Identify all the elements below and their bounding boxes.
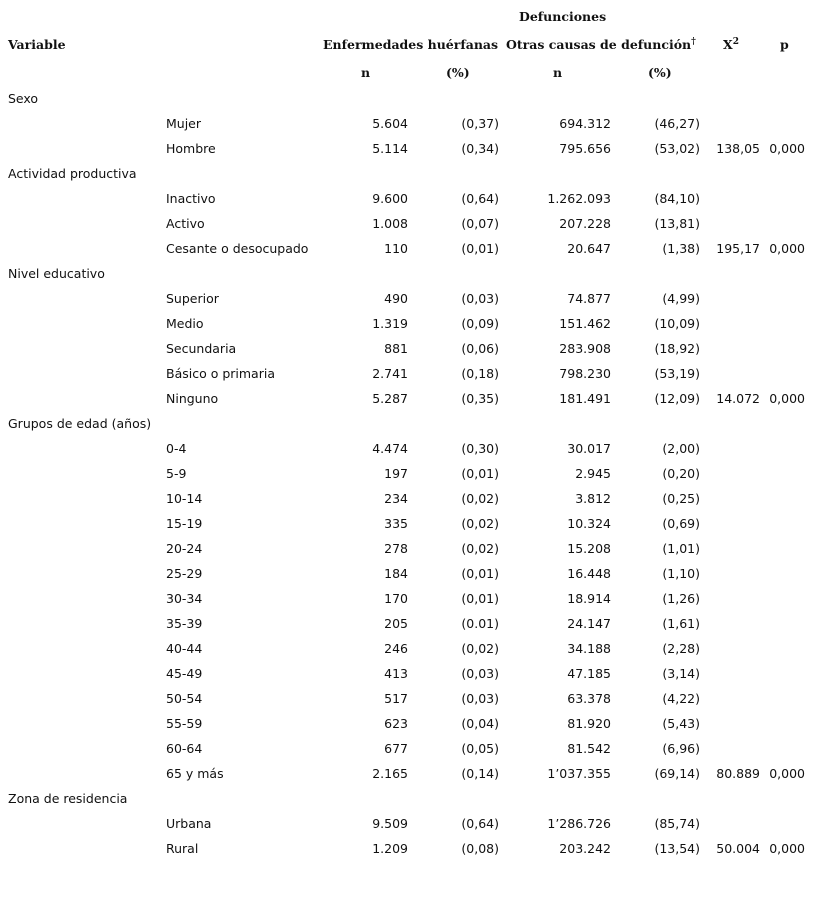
- row-label: 30-34: [166, 591, 203, 606]
- other-n: 2.945: [575, 466, 611, 481]
- row-label: Activo: [166, 216, 205, 231]
- table-row: [0, 561, 813, 586]
- group-row: [0, 261, 813, 286]
- orphan-pct: (0,64): [461, 816, 499, 831]
- variable-header: Variable: [8, 37, 66, 52]
- orphan-n: 9.600: [372, 191, 408, 206]
- row-label: Inactivo: [166, 191, 216, 206]
- other-pct: (2,28): [662, 641, 700, 656]
- table-row: [0, 186, 813, 211]
- row-label: 60-64: [166, 741, 203, 756]
- orphan-pct: (0,07): [461, 216, 499, 231]
- other-pct: (69,14): [654, 766, 700, 781]
- chi-square-value: 138,05: [716, 141, 760, 156]
- orphan-n: 234: [384, 491, 408, 506]
- row-label: 0-4: [166, 441, 187, 456]
- orphan-n: 4.474: [372, 441, 408, 456]
- orphan-pct: (0,37): [461, 116, 499, 131]
- row-label: 15-19: [166, 516, 203, 531]
- p-value-header: p: [780, 37, 789, 52]
- other-n: 18.914: [567, 591, 611, 606]
- defunciones-group-header: Defunciones: [519, 9, 607, 24]
- orphan-pct: (0,30): [461, 441, 499, 456]
- orphan-pct: (0,04): [461, 716, 499, 731]
- orphan-n: 246: [384, 641, 408, 656]
- other-pct: (84,10): [654, 191, 700, 206]
- chi-square-value: 50.004: [716, 841, 760, 856]
- orphan-pct: (0,01): [461, 566, 499, 581]
- table-row: [0, 611, 813, 636]
- other-n: 15.208: [567, 541, 611, 556]
- other-n: 34.188: [567, 641, 611, 656]
- table-row: [0, 586, 813, 611]
- orphan-pct: (0,01): [461, 591, 499, 606]
- row-label: Superior: [166, 291, 219, 306]
- orphan-pct: (0,05): [461, 741, 499, 756]
- orphan-pct: (0,02): [461, 516, 499, 531]
- other-pct: (2,00): [662, 441, 700, 456]
- other-n: 30.017: [567, 441, 611, 456]
- other-n: 81.920: [567, 716, 611, 731]
- row-label: Medio: [166, 316, 204, 331]
- table-row: [0, 236, 813, 261]
- other-pct: (1,26): [662, 591, 700, 606]
- other-n: 203.242: [559, 841, 611, 856]
- other-n: 74.877: [567, 291, 611, 306]
- group-label: Actividad productiva: [8, 166, 137, 181]
- other-n: 3.812: [575, 491, 611, 506]
- other-causes-header: [506, 37, 696, 52]
- orphan-n: 413: [384, 666, 408, 681]
- orphan-n: 5.604: [372, 116, 408, 131]
- chi-label: X: [723, 37, 733, 53]
- other-pct: (12,09): [654, 391, 700, 406]
- table-row: [0, 686, 813, 711]
- orphan-pct: (0.01): [461, 616, 499, 631]
- row-label: Rural: [166, 841, 199, 856]
- other-pct: (1,61): [662, 616, 700, 631]
- group-row: [0, 411, 813, 436]
- orphan-pct: (0,03): [461, 666, 499, 681]
- row-label: Básico o primaria: [166, 366, 275, 381]
- other-pct: (4,99): [662, 291, 700, 306]
- row-label: Ninguno: [166, 391, 219, 406]
- table-row: [0, 636, 813, 661]
- orphan-pct: (0,01): [461, 466, 499, 481]
- table-row: [0, 136, 813, 161]
- row-label: 5-9: [166, 466, 187, 481]
- orphan-n: 335: [384, 516, 408, 531]
- chi-square-value: 195,17: [716, 241, 760, 256]
- group-label: Zona de residencia: [8, 791, 128, 806]
- table-row: [0, 761, 813, 786]
- orphan-n: 881: [384, 341, 408, 356]
- other-n: 283.908: [559, 341, 611, 356]
- orphan-n: 184: [384, 566, 408, 581]
- row-label: 20-24: [166, 541, 203, 556]
- row-label: Secundaria: [166, 341, 237, 356]
- group-row: [0, 161, 813, 186]
- orphan-pct: (0,03): [461, 691, 499, 706]
- orphan-pct: (0,08): [461, 841, 499, 856]
- other-n: 798.230: [559, 366, 611, 381]
- orphan-pct: (0,02): [461, 491, 499, 506]
- orphan-n: 205: [384, 616, 408, 631]
- orphan-pct: (0,03): [461, 291, 499, 306]
- other-causes-label: Otras causas de defunción: [506, 37, 692, 53]
- other-n: 10.324: [567, 516, 611, 531]
- other-n: 694.312: [559, 116, 611, 131]
- other-pct: (0,69): [662, 516, 700, 531]
- group-label: Sexo: [8, 91, 39, 106]
- orphan-pct: (0,09): [461, 316, 499, 331]
- orphan-pct: (0,02): [461, 641, 499, 656]
- orphan-n: 5.114: [372, 141, 408, 156]
- p-value: 0,000: [769, 241, 805, 256]
- orphan-n: 623: [384, 716, 408, 731]
- p-value: 0,000: [769, 391, 805, 406]
- table-row: [0, 461, 813, 486]
- orphan-n: 9.509: [372, 816, 408, 831]
- other-n: 81.542: [567, 741, 611, 756]
- table-row: [0, 736, 813, 761]
- table-row: [0, 486, 813, 511]
- p-value: 0,000: [769, 141, 805, 156]
- other-pct: (13,81): [654, 216, 700, 231]
- other-pct: (3,14): [662, 666, 700, 681]
- n-orphan-subheader: n: [361, 65, 371, 80]
- chi-square-value: 80.889: [716, 766, 760, 781]
- row-label: Mujer: [166, 116, 202, 131]
- other-n: 1’037.355: [547, 766, 611, 781]
- table-row: [0, 811, 813, 836]
- table-row: [0, 386, 813, 411]
- orphan-n: 677: [384, 741, 408, 756]
- group-row: [0, 86, 813, 111]
- other-n: 151.462: [559, 316, 611, 331]
- other-pct: (53,02): [654, 141, 700, 156]
- other-pct: (46,27): [654, 116, 700, 131]
- orphan-n: 2.741: [372, 366, 408, 381]
- other-n: 47.185: [567, 666, 611, 681]
- table-row: [0, 311, 813, 336]
- other-pct: (13,54): [654, 841, 700, 856]
- other-pct: (1,01): [662, 541, 700, 556]
- other-n: 63.378: [567, 691, 611, 706]
- table-row: [0, 336, 813, 361]
- group-label: Nivel educativo: [8, 266, 105, 281]
- other-pct: (4,22): [662, 691, 700, 706]
- orphan-pct: (0,34): [461, 141, 499, 156]
- group-label: Grupos de edad (años): [8, 416, 152, 431]
- pct-orphan-subheader: (%): [446, 65, 470, 80]
- row-label: 55-59: [166, 716, 203, 731]
- row-label: 40-44: [166, 641, 203, 656]
- chi-superscript: 2: [732, 37, 739, 47]
- other-n: 1.262.093: [547, 191, 611, 206]
- table-row: [0, 536, 813, 561]
- row-label: 45-49: [166, 666, 203, 681]
- other-n: 181.491: [559, 391, 611, 406]
- orphan-n: 517: [384, 691, 408, 706]
- row-label: Hombre: [166, 141, 216, 156]
- orphan-pct: (0,01): [461, 241, 499, 256]
- table-row: [0, 661, 813, 686]
- row-label: Urbana: [166, 816, 212, 831]
- other-pct: (0,20): [662, 466, 700, 481]
- other-n: 795.656: [559, 141, 611, 156]
- other-n: 16.448: [567, 566, 611, 581]
- row-label: 65 y más: [166, 766, 224, 781]
- orphan-diseases-header: Enfermedades huérfanas: [323, 37, 499, 52]
- table-row: [0, 111, 813, 136]
- orphan-n: 278: [384, 541, 408, 556]
- row-label: 50-54: [166, 691, 203, 706]
- other-pct: (6,96): [662, 741, 700, 756]
- other-pct: (53,19): [654, 366, 700, 381]
- row-label: 10-14: [166, 491, 203, 506]
- other-n: 207.228: [559, 216, 611, 231]
- orphan-n: 1.209: [372, 841, 408, 856]
- orphan-n: 1.319: [372, 316, 408, 331]
- table-row: [0, 286, 813, 311]
- row-label: Cesante o desocupado: [166, 241, 309, 256]
- orphan-n: 2.165: [372, 766, 408, 781]
- row-label: 35-39: [166, 616, 203, 631]
- orphan-n: 197: [384, 466, 408, 481]
- chi-square-value: 14.072: [716, 391, 760, 406]
- other-pct: (1,38): [662, 241, 700, 256]
- other-n: 24.147: [567, 616, 611, 631]
- pct-other-subheader: (%): [648, 65, 672, 80]
- other-pct: (85,74): [654, 816, 700, 831]
- p-value: 0,000: [769, 841, 805, 856]
- other-pct: (10,09): [654, 316, 700, 331]
- orphan-pct: (0,35): [461, 391, 499, 406]
- other-pct: (1,10): [662, 566, 700, 581]
- orphan-pct: (0,18): [461, 366, 499, 381]
- chi-square-header: [723, 37, 739, 52]
- n-other-subheader: n: [553, 65, 563, 80]
- table-row: [0, 361, 813, 386]
- table-row: [0, 511, 813, 536]
- other-pct: (18,92): [654, 341, 700, 356]
- orphan-n: 5.287: [372, 391, 408, 406]
- p-value: 0,000: [769, 766, 805, 781]
- group-row: [0, 786, 813, 811]
- orphan-n: 110: [384, 241, 408, 256]
- orphan-pct: (0,64): [461, 191, 499, 206]
- orphan-pct: (0,14): [461, 766, 499, 781]
- orphan-n: 1.008: [372, 216, 408, 231]
- other-n: 20.647: [567, 241, 611, 256]
- orphan-n: 490: [384, 291, 408, 306]
- table-row: [0, 836, 813, 861]
- orphan-n: 170: [384, 591, 408, 606]
- table-row: [0, 711, 813, 736]
- other-pct: (5,43): [662, 716, 700, 731]
- row-label: 25-29: [166, 566, 203, 581]
- table-row: [0, 211, 813, 236]
- orphan-pct: (0,06): [461, 341, 499, 356]
- other-pct: (0,25): [662, 491, 700, 506]
- orphan-pct: (0,02): [461, 541, 499, 556]
- table-row: [0, 436, 813, 461]
- dagger-mark: †: [691, 37, 696, 47]
- other-n: 1’286.726: [547, 816, 611, 831]
